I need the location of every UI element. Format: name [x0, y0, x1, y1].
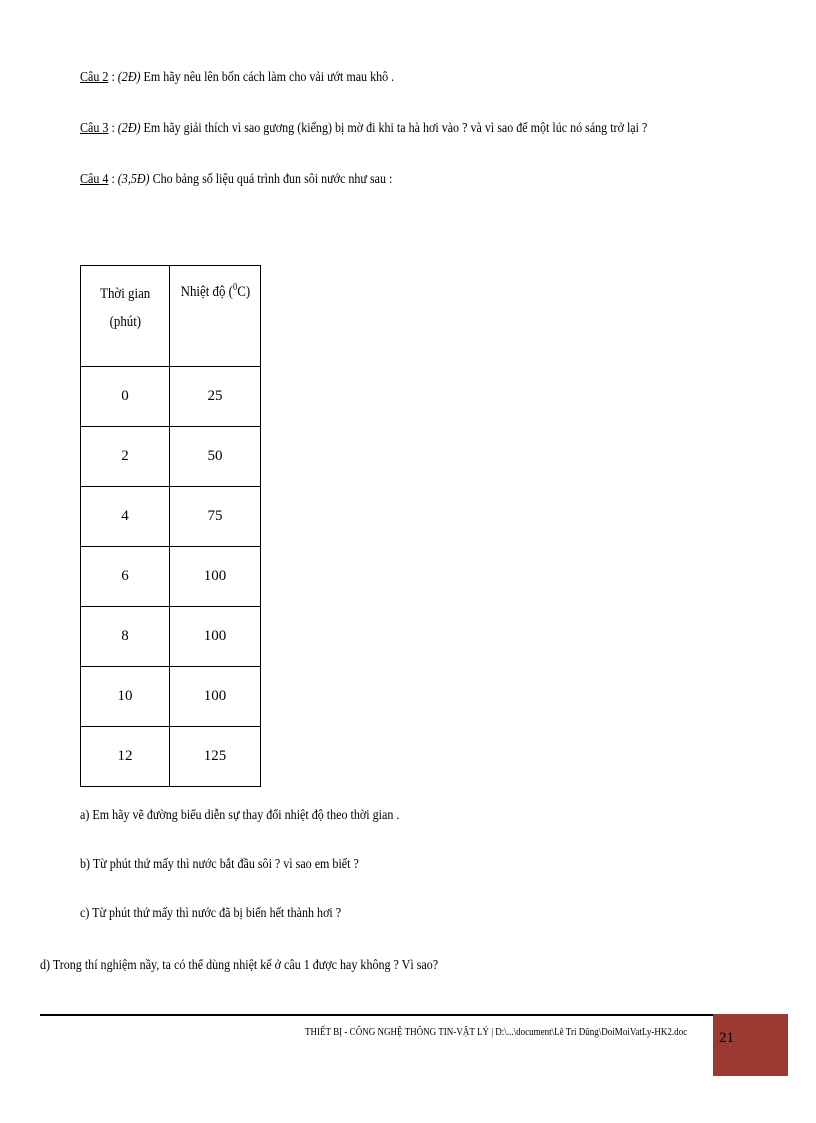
sub-question-c: c) Từ phút thứ mấy thì nước đã bị biến hết thành hơi ?: [80, 906, 342, 921]
table-row: [81, 367, 261, 427]
question-2: [80, 70, 394, 86]
header-time-line2: (phút): [109, 314, 141, 330]
time-cell: 8: [81, 607, 170, 667]
page-number-box: [713, 1014, 788, 1076]
time-cell: 6: [81, 547, 170, 607]
sub-question-d: d) Trong thí nghiệm nầy, ta có thể dùng nhiệt kế ở câu 1 được hay không ? Vì sao?: [40, 958, 439, 973]
temp-cell: 125: [170, 727, 261, 787]
question-4-text: Cho bảng số liệu quá trình đun sôi nước như sau :: [149, 172, 393, 187]
time-cell: 0: [81, 367, 170, 427]
time-cell: 2: [81, 427, 170, 487]
question-4-label: Câu 4: [80, 172, 109, 187]
temp-cell: 50: [170, 427, 261, 487]
table-row: [81, 667, 261, 727]
temp-cell: 25: [170, 367, 261, 427]
temp-cell: 75: [170, 487, 261, 547]
data-table: [80, 265, 261, 787]
sub-question-b: b) Từ phút thứ mấy thì nước bắt đầu sôi ? vì sao em biết ?: [80, 857, 359, 872]
temp-cell: 100: [170, 547, 261, 607]
question-4-score: (3,5Đ): [117, 172, 150, 187]
time-cell: 10: [81, 667, 170, 727]
question-3-label: Câu 3: [80, 121, 109, 136]
question-4: [80, 172, 392, 188]
table-row: [81, 487, 261, 547]
temp-cell: 100: [170, 667, 261, 727]
question-2-sep: :: [108, 70, 118, 85]
table-row: [81, 547, 261, 607]
header-time: [81, 266, 170, 367]
question-2-label: Câu 2: [80, 70, 109, 85]
header-temp: [170, 266, 261, 367]
header-temp-text: Nhiệt độ ($^0$C): [180, 282, 250, 300]
question-4-sep: :: [108, 172, 118, 187]
table-row: [81, 727, 261, 787]
question-2-text: Em hãy nêu lên bốn cách làm cho vải ướt mau khô .: [140, 70, 395, 85]
question-3-sep: :: [108, 121, 118, 136]
question-3-score: (2Đ): [117, 121, 141, 136]
footer-text: THIẾT BỊ - CÔNG NGHỆ THÔNG TIN-VẬT LÝ | D:\...\document\Lê Trí Dũng\DoiMoiVatLy-HK2.doc: [305, 1026, 688, 1038]
time-cell: 4: [81, 487, 170, 547]
table-row: [81, 607, 261, 667]
question-3: [80, 121, 647, 137]
time-cell: 12: [81, 727, 170, 787]
table-header-row: [81, 266, 261, 367]
header-time-line1: Thời gian: [99, 286, 151, 302]
question-3-text: Em hãy giải thích vì sao gương (kiếng) bị mờ đi khi ta hà hơi vào ? và vì sao để một lúc nó sáng trở lại ?: [140, 121, 648, 136]
footer-rule: [40, 1014, 714, 1016]
table-row: [81, 427, 261, 487]
question-2-score: (2Đ): [117, 70, 141, 85]
sub-question-a: a) Em hãy vẽ đường biểu diễn sự thay đổi nhiệt độ theo thời gian .: [80, 808, 400, 823]
temp-cell: 100: [170, 607, 261, 667]
page-number: 21: [719, 1030, 734, 1046]
